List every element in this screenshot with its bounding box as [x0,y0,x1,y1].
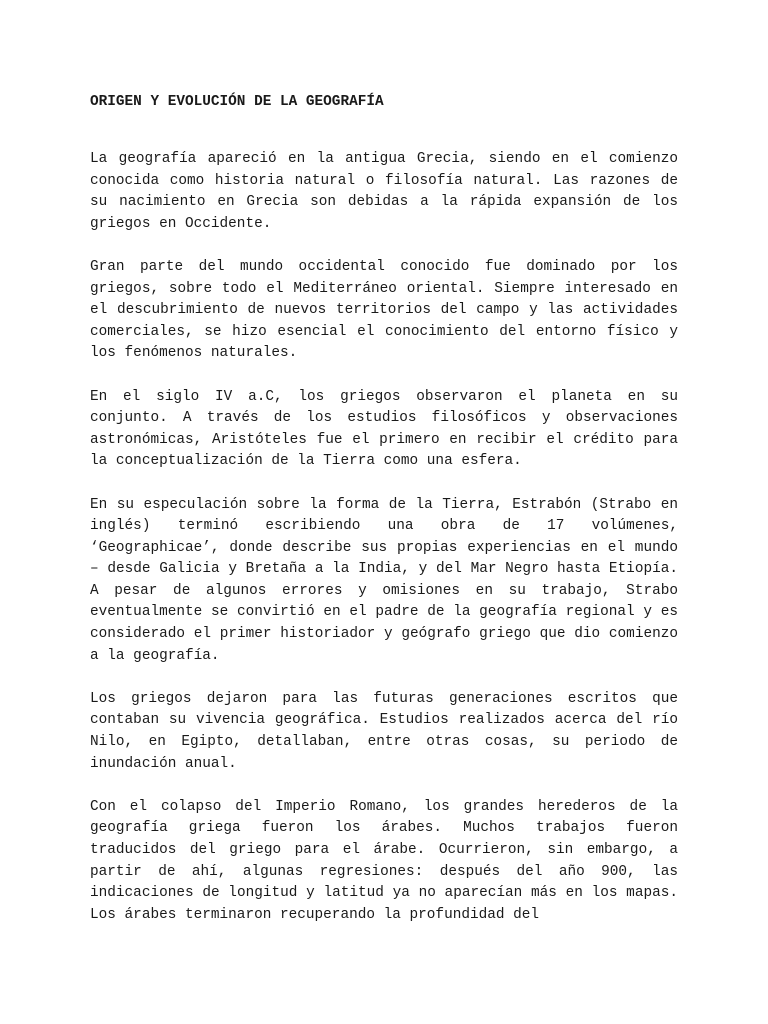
paragraph-1: La geografía apareció en la antigua Grecia, siendo en el comienzo conocida como historia natural o filosofía natural. Las razones de su nacimiento en Grecia son debidas a la rápida expansión de los griegos en Occidente. [90,151,678,232]
paragraph-6: Con el colapso del Imperio Romano, los grandes herederos de la geografía griega fueron los árabes. Muchos trabajos fueron traducidos del griego para el árabe. Ocurrieron, sin embargo, a partir de ahí, algunas regresiones: después del año 900, las indicaciones de longitud y latitud ya no aparecían más en los mapas. Los árabes terminaron recuperando la profundidad del [90,798,678,923]
paragraph-4: En su especulación sobre la forma de la Tierra, Estrabón (Strabo en inglés) terminó escribiendo una obra de 17 volúmenes, ‘Geographicae’, donde describe sus propias experiencias en el mundo – desde Galicia y Bretaña a la India, y del Mar Negro hasta Etiopía. A pesar de algunos errores y omisiones en su trabajo, Strabo eventualmente se convirtió en el padre de la geografía regional y es considerado el primer historiador y geógrafo griego que dio comienzo a la geografía. [90,496,678,664]
document-body [90,149,678,948]
paragraph-2: Gran parte del mundo occidental conocido fue dominado por los griegos, sobre todo el Mediterráneo oriental. Siempre interesado en el descubrimiento de nuevos territorios del campo y las actividades comerciales, se hizo esencial el conocimiento del entorno físico y los fenómenos naturales. [90,258,678,362]
document-title: ORIGEN Y EVOLUCIÓN DE LA GEOGRAFÍA [90,94,384,110]
paragraph-3: En el siglo IV a.C, los griegos observaron el planeta en su conjunto. A través de los estudios filosóficos y observaciones astronómicas, Aristóteles fue el primero en recibir el crédito para la conceptualización de la Tierra como una esfera. [90,388,678,470]
paragraph-5: Los griegos dejaron para las futuras generaciones escritos que contaban su vivencia geográfica. Estudios realizados acerca del río Nilo, en Egipto, detallaban, entre otras cosas, su periodo de inundación anual. [90,690,678,772]
document-page [90,0,678,1024]
